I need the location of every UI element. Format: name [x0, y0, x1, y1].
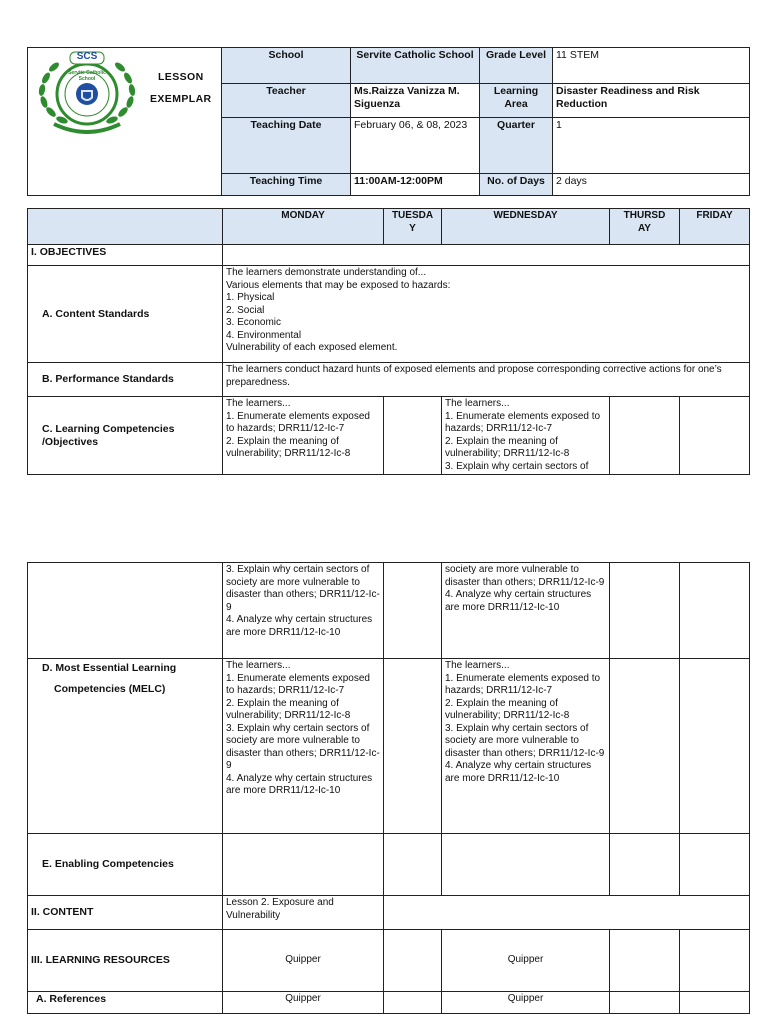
- enabling-tuesday: [384, 834, 442, 896]
- time-label: Teaching Time: [222, 174, 351, 196]
- school-seal-logo: [32, 48, 142, 134]
- references-wednesday: Quipper: [442, 992, 610, 1014]
- area-value: Disaster Readiness and Risk Reduction: [553, 84, 750, 118]
- quarter-label: Quarter: [480, 118, 553, 174]
- melc-thursday: [610, 659, 680, 834]
- content-text: Lesson 2. Exposure and Vulnerability: [223, 896, 384, 930]
- competencies-monday-part2: 3. Explain why certain sectors of society are more vulnerable to disaster than others; DRR11/12-Ic-9 4. Analyze why certain structures are more DRR11/12-Ic-10: [223, 563, 384, 659]
- days-label: No. of Days: [480, 174, 553, 196]
- references-monday: Quipper: [223, 992, 384, 1014]
- logo-cell: [28, 48, 222, 196]
- area-label: Learning Area: [480, 84, 553, 118]
- enabling-monday: [223, 834, 384, 896]
- lesson-plan-table-part-1: [27, 208, 750, 475]
- lesson-plan-table-part-2: [27, 562, 750, 1014]
- content-rest: [384, 896, 750, 930]
- resources-tuesday: [384, 930, 442, 992]
- school-value: Servite Catholic School: [351, 48, 480, 84]
- time-value: 11:00AM-12:00PM: [351, 174, 480, 196]
- day-header-tuesday: TUESDA Y: [384, 209, 442, 245]
- competencies-continued-label: [28, 563, 223, 659]
- school-label: School: [222, 48, 351, 84]
- melc-label-line2: Competencies (MELC): [54, 682, 166, 695]
- teacher-label: Teacher: [222, 84, 351, 118]
- enabling-friday: [680, 834, 750, 896]
- day-header-monday: MONDAY: [223, 209, 384, 245]
- competencies-wednesday-part1: The learners... 1. Enumerate elements exposed to hazards; DRR11/12-Ic-7 2. Explain the meaning of vulnerability; DRR11/12-Ic-8 3. Explain why certain sectors of: [442, 397, 610, 475]
- melc-label: [28, 659, 223, 834]
- melc-tuesday: [384, 659, 442, 834]
- date-value: February 06, & 08, 2023: [351, 118, 480, 174]
- title-line-lesson: LESSON: [157, 71, 204, 83]
- enabling-competencies-label: E. Enabling Competencies: [28, 834, 223, 896]
- competencies-thursday: [610, 397, 680, 475]
- resources-thursday: [610, 930, 680, 992]
- day-header-thursday: THURSD AY: [610, 209, 680, 245]
- resources-wednesday: Quipper: [442, 930, 610, 992]
- references-thursday: [610, 992, 680, 1014]
- references-tuesday: [384, 992, 442, 1014]
- date-label: Teaching Date: [222, 118, 351, 174]
- content-label: II. CONTENT: [28, 896, 223, 930]
- teacher-value: Ms.Raizza Vanizza M. Siguenza: [351, 84, 480, 118]
- enabling-wednesday: [442, 834, 610, 896]
- learning-resources-label: III. LEARNING RESOURCES: [28, 930, 223, 992]
- content-standards-label: A. Content Standards: [28, 266, 223, 363]
- melc-monday: The learners... 1. Enumerate elements exposed to hazards; DRR11/12-Ic-7 2. Explain the meaning of vulnerability; DRR11/12-Ic-8 3. Explain why certain sectors of society are more vulnerable to disaster than others; DRR11/12-Ic-9 4. Analyze why certain structures are more DRR11/12-Ic-10: [223, 659, 384, 834]
- objectives-cell: [223, 245, 750, 266]
- references-label: A. References: [28, 992, 223, 1014]
- melc-label-line1: D. Most Essential Learning: [42, 662, 177, 674]
- objectives-label: I. OBJECTIVES: [28, 245, 223, 266]
- grade-label: Grade Level: [480, 48, 553, 84]
- performance-standards-text: The learners conduct hazard hunts of exposed elements and propose corresponding corrective actions for one’s preparedness.: [223, 363, 750, 397]
- resources-friday: [680, 930, 750, 992]
- competencies-wednesday-part2: society are more vulnerable to disaster than others; DRR11/12-Ic-9 4. Analyze why certain structures are more DRR11/12-Ic-10: [442, 563, 610, 659]
- competencies-friday-cont: [680, 563, 750, 659]
- performance-standards-label: B. Performance Standards: [28, 363, 223, 397]
- enabling-thursday: [610, 834, 680, 896]
- lesson-exemplar-title: [150, 66, 212, 110]
- competencies-tuesday-cont: [384, 563, 442, 659]
- references-friday: [680, 992, 750, 1014]
- content-standards-text: The learners demonstrate understanding of... Various elements that may be exposed to hazards: 1. Physical 2. Social 3. Economic 4. Environmental Vulnerability of each exposed element.: [223, 266, 750, 363]
- competencies-friday: [680, 397, 750, 475]
- corner-cell: [28, 209, 223, 245]
- melc-friday: [680, 659, 750, 834]
- day-header-wednesday: WEDNESDAY: [442, 209, 610, 245]
- logo-text: Servite Catholic School: [68, 70, 106, 82]
- melc-wednesday: The learners... 1. Enumerate elements exposed to hazards; DRR11/12-Ic-7 2. Explain the meaning of vulnerability; DRR11/12-Ic-8 3. Explain why certain sectors of society are more vulnerable to disaster than others; DRR11/12-Ic-9 4. Analyze why certain structures are more DRR11/12-Ic-10: [442, 659, 610, 834]
- quarter-value: 1: [553, 118, 750, 174]
- learning-competencies-label: C. Learning Competencies /Objectives: [28, 397, 223, 475]
- competencies-monday-part1: The learners... 1. Enumerate elements exposed to hazards; DRR11/12-Ic-7 2. Explain the meaning of vulnerability; DRR11/12-Ic-8: [223, 397, 384, 475]
- day-header-friday: FRIDAY: [680, 209, 750, 245]
- header-table: [27, 47, 750, 196]
- grade-value: 11 STEM: [553, 48, 750, 84]
- title-line-exemplar: EXEMPLAR: [150, 93, 212, 105]
- resources-monday: Quipper: [223, 930, 384, 992]
- competencies-thursday-cont: [610, 563, 680, 659]
- competencies-tuesday: [384, 397, 442, 475]
- days-value: 2 days: [553, 174, 750, 196]
- logo-acronym: SCS: [76, 51, 98, 62]
